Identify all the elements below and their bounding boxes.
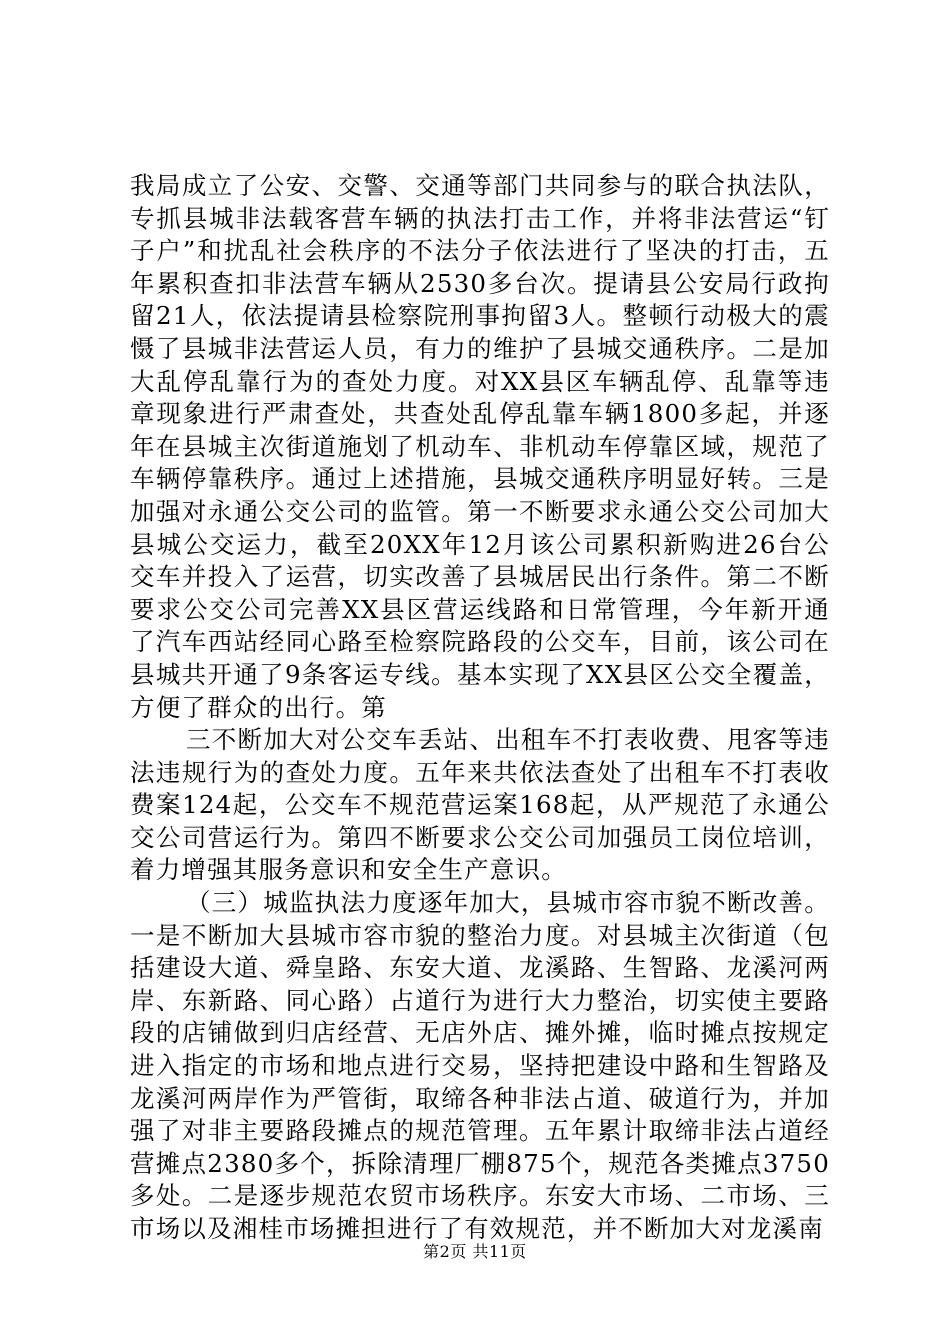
document-body xyxy=(130,170,830,1246)
paragraph-3: （三）城监执法力度逐年加大，县城市容市貌不断改善。一是不断加大县城市容市貌的整治力度。对县城主次街道（包括建设大道、舜皇路、东安大道、龙溪路、生智路、龙溪河两岸、东新路、同心路）占道行为进行大力整治，切实使主要路段的店铺做到归店经营、无店外店、摊外摊，临时摊点按规定进入指定的市场和地点进行交易，坚持把建设中路和生智路及龙溪河两岸作为严管街，取缔各种非法占道、破道行为，并加强了对非主要路段摊点的规范管理。五年累计取缔非法占道经营摊点2380多个，拆除清理厂棚875个，规范各类摊点3750多处。二是逐步规范农贸市场秩序。东安大市场、二市场、三市场以及湘桂市场摊担进行了有效规范，并不断加大对龙溪南 xyxy=(130,888,830,1243)
paragraph-2: 三不断加大对公交车丢站、出租车不打表收费、甩客等违法违规行为的查处力度。五年来共依法查处了出租车不打表收费案124起，公交车不规范营运案168起，从严规范了永通公交公司营运行为。第四不断要求公交公司加强员工岗位培训，着力增强其服务意识和安全生产意识。 xyxy=(130,725,830,885)
page-number-footer: 第2页 共11页 xyxy=(423,1242,527,1261)
paragraph-1: 我局成立了公安、交警、交通等部门共同参与的联合执法队，专抓县城非法载客营车辆的执法打击工作，并将非法营运“钉子户”和扰乱社会秩序的不法分子依法进行了坚决的打击，五年累积查扣非法营车辆从2530多台次。提请县公安局行政拘留21人，依法提请县检察院刑事拘留3人。整顿行动极大的震慑了县城非法营运人员，有力的维护了县城交通秩序。二是加大乱停乱靠行为的查处力度。对XX县区车辆乱停、乱靠等违章现象进行严肃查处，共查处乱停乱靠车辆1800多起，并逐年在县城主次街道施划了机动车、非机动车停靠区域，规范了车辆停靠秩序。通过上述措施，县城交通秩序明显好转。三是加强对永通公交公司的监管。第一不断要求永通公交公司加大县城公交运力，截至20XX年12月该公司累积新购进26台公交车并投入了运营，切实改善了县城居民出行条件。第二不断要求公交公司完善XX县区营运线路和日常管理，今年新开通了汽车西站经同心路至检察院路段的公交车，目前，该公司在县城共开通了9条客运专线。基本实现了XX县区公交全覆盖，方便了群众的出行。第 xyxy=(130,171,830,722)
